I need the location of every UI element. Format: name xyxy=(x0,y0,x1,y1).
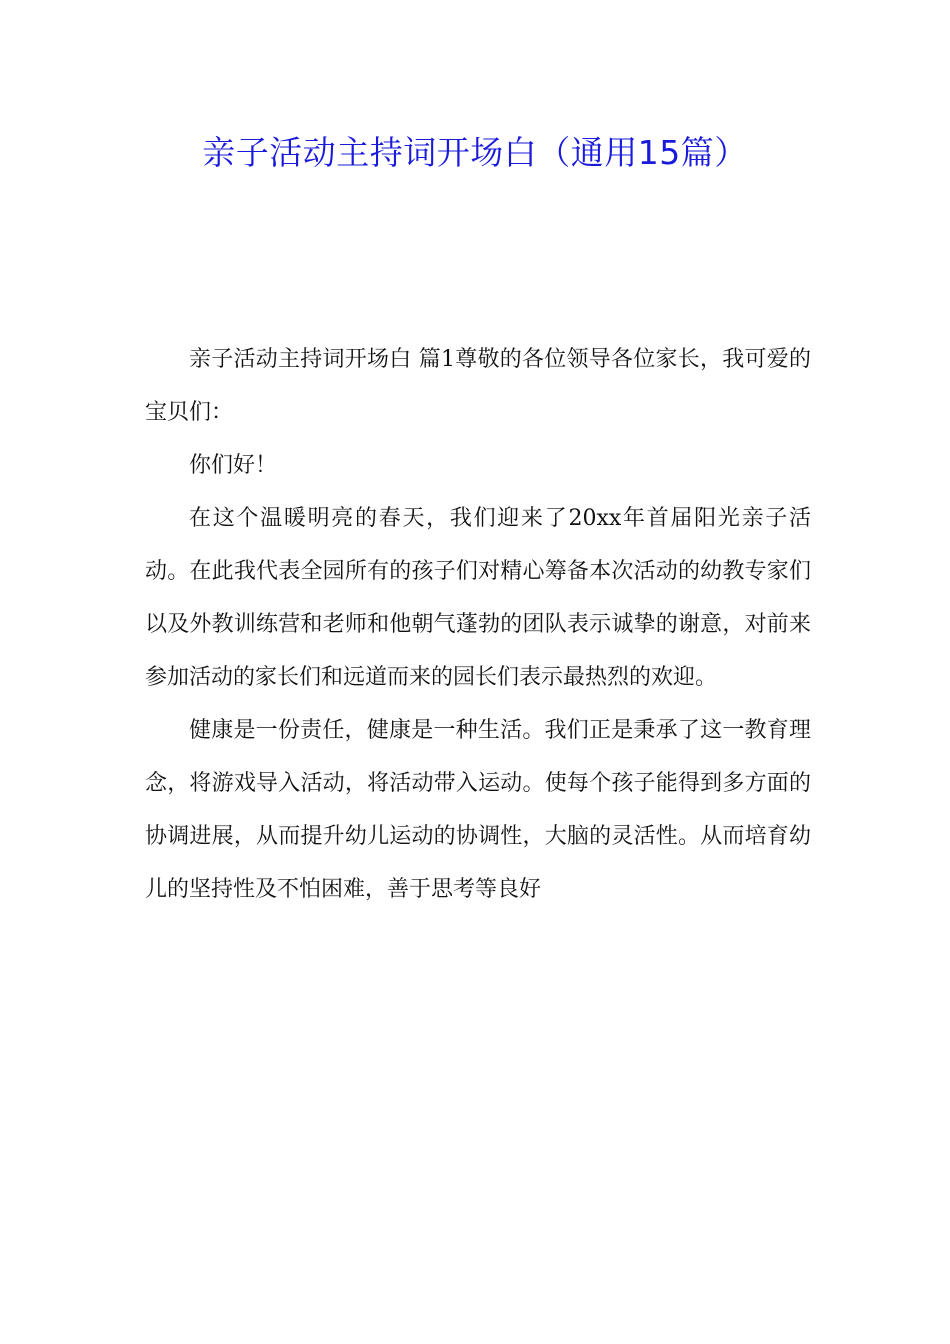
paragraph-1: 亲子活动主持词开场白 篇1尊敬的各位领导各位家长，我可爱的宝贝们： xyxy=(145,347,811,425)
document-body xyxy=(145,333,811,916)
document-title: 亲子活动主持词开场白（通用15篇） xyxy=(202,133,748,172)
paragraph-4: 健康是一份责任，健康是一种生活。我们正是秉承了这一教育理念，将游戏导入活动，将活动带入运动。使每个孩子能得到多方面的协调进展，从而提升幼儿运动的协调性，大脑的灵活性。从而培育幼儿的坚持性及不怕困难，善于思考等良好 xyxy=(145,718,811,902)
paragraph-3: 在这个温暖明亮的春天，我们迎来了20xx年首届阳光亲子活动。在此我代表全园所有的孩子们对精心筹备本次活动的幼教专家们以及外教训练营和老师和他朝气蓬勃的团队表示诚挚的谢意，对前来参加活动的家长们和远道而来的园长们表示最热烈的欢迎。 xyxy=(145,506,811,690)
paragraph-2: 你们好！ xyxy=(189,453,278,478)
